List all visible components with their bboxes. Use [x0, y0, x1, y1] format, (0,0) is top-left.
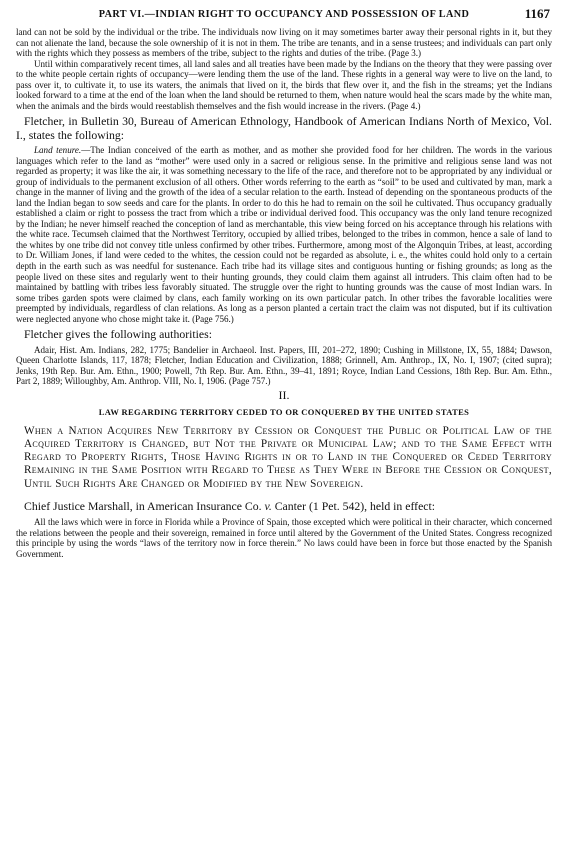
section-title: LAW REGARDING TERRITORY CEDED TO OR CONQUERED BY THE UNITED STATES	[98, 406, 470, 417]
section-number: II.	[278, 387, 290, 402]
marshall-intro-a: Chief Justice Marshall, in American Insurance Co.	[24, 499, 265, 513]
canter-quote: All the laws which were in force in Florida while a Province of Spain, those excepted which were political in their character, which concerned the relations between the people and their sovereign, remained in force until altered by the Government of the United States. Congress recognized this principle by using the words “laws of the territory now in force therein.” No laws could have been in force but those enacted by the Spanish Government.	[16, 517, 552, 559]
marshall-intro-v: v.	[264, 499, 272, 513]
running-title: PART VI.—INDIAN RIGHT TO OCCUPANCY AND POSSESSION OF LAND	[98, 9, 470, 20]
land-tenure-paragraph	[16, 145, 552, 324]
authorities-list: Adair, Hist. Am. Indians, 282, 1775; Bandelier in Archaeol. Inst. Papers, III, 201–272, 1890; Cushing in Millstone, IX, 55, 1884; Dawson, Queen Charlotte Islands, 117, 1878; Fletcher, Indian Education and Civilization, 1888; Grinnell, Am. Anthrop., IX, No. I, 1907; (cited supra); Jenks, 19th Rep. Bur. Am. Ethn., 1900; Powell, 7th Rep. Bur. Am. Ethn., 39–41, 1891; Royce, Indian Land Cessions, 18th Rep. Bur. Am. Ethn., Part 2, 1889; Willoughby, Am. Anthrop. VIII, No. I, 1906. (Page 757.)	[16, 344, 552, 387]
marshall-intro	[16, 500, 552, 513]
authorities-intro: Fletcher gives the following authorities:	[24, 328, 212, 342]
land-tenure-text: —The Indian conceived of the earth as mother, and as mother she provided food for her children. The words in the various languages which refer to the land as “mother” were used only in a sacred or religious sense. In the primitive and religious sense land was not regarded as property; it was like the air, it was something necessary to the life of the race, and therefore not to be appropriated by any individual or group of individuals to the permanent exclusion of all others. Other words referring to the earth as “soil” to be used and cultivated by man, mark a change in the manner of living and the growth of the idea of a secular relation to the earth. Instead of depending on the spontaneous products of the land the Indian began to sow seeds and care for the plants. In order to do this he had to remain on the soil he cultivated. Thus occupancy gradually established a claim or right to possess the tract from which a tribe or individual derived food. This occupancy was the only land tenure recognized by the Indian; he never himself reached the conception of land as merchantable, this view being forced on his acceptance through his relations with the white race. Tecumseh claimed that the Northwest Territory, occupied by allied tribes, belonged to the tribes in common, hence a sale of land to the whites by one tribe did not convey title unless confirmed by other tribes. Furthermore, among most of the Algonquin Tribes, at least, according to Dr. William Jones, if land were ceded to the whites, the cession could not be regarded as absolute, i. e., the whites could hold only to a certain depth in the earth such as was needful for sustenance. Each tribe had its village sites and contiguous hunting or fishing grounds; as long as the people lived on these sites and regularly went to their hunting grounds, they could claim them against all intruders. This claim often had to be maintained by battling with tribes less favorably situated. The struggle over the right to hunting grounds was the cause of most Indian wars. In some tribes garden spots were claimed by clans, each family working on its own particular patch. In other tribes the favorable localities were preempted by individuals, regardless of clan relations. As long as a person planted a certain tract the claim was not disputed, but if its cultivation were neglected anyone who chose might take it. (Page 756.)	[16, 144, 552, 324]
running-head	[16, 6, 552, 27]
fletcher-intro: Fletcher, in Bulletin 30, Bureau of American Ethnology, Handbook of American Indians North of Mexico, Vol. I., states the following:	[16, 115, 552, 142]
syllabus-block	[16, 425, 552, 491]
page-number: 1167	[524, 6, 550, 21]
land-tenure-lead: Land tenure.	[34, 144, 82, 155]
marshall-intro-b: Canter (1 Pet. 542), held in effect:	[271, 499, 436, 513]
quote-paragraph-2: Until within comparatively recent times, all land sales and all treaties have been made by the Indians on the theory that they were passing over to the white people certain rights of occupancy—were lending them the use of the land. These rights in a general way were to live on the land, to pass over it, to cultivate it, to use its waters, the animals that lived on it, the birds that flew over it, and the fish in the streams; yet the Indians looked forward to a time at the end of the loan when the land should be returned to them, when nature would heal the scars made by the white man, when the animals and the birds would reestablish themselves and the fish would increase in the rivers. (Page 4.)	[16, 58, 552, 111]
syllabus-text: When a Nation Acquires New Territory by Cession or Conquest the Public or Political Law of the Acquired Territory is Changed, but Not the Private or Municipal Law; and to the Same Effect with Regard to Property Rights, Those Having Rights in or to Land in the Conquered or Ceded Territory Remaining in the Same Position with Regard to These as They Were in Before the Cession or Conquest, Until Such Rights Are Changed or Modified by the New Sovereign.	[24, 424, 552, 490]
quote-paragraph-1: land can not be sold by the individual or the tribe. The individuals now living on it may sometimes barter away their personal rights in it, but they can not alienate the land, because the sole ownership of it is not in them. The tribe are tenants, and in a sense trustees; and individuals can part only with the rights which they possess as members of the tribe, subject to the rights and duties of the tribe. (Page 3.)	[16, 27, 552, 59]
